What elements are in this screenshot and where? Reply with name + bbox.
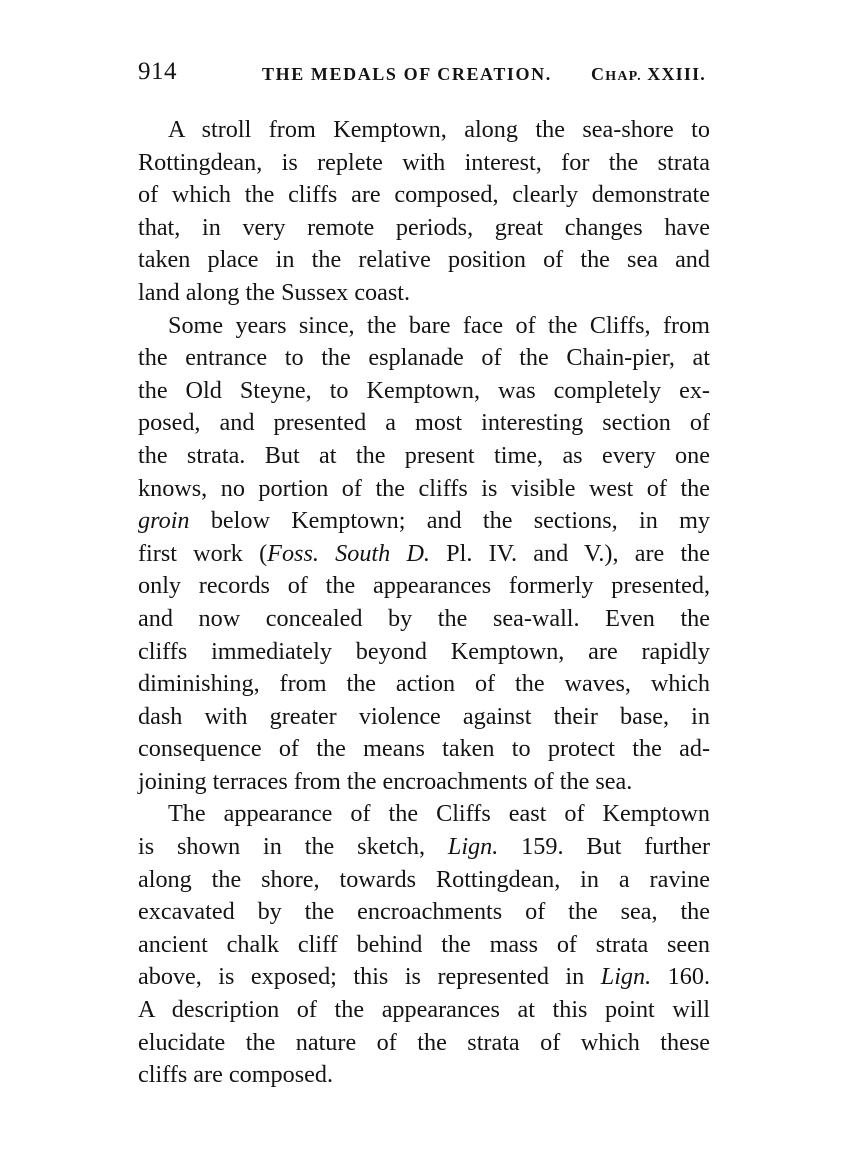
text-run: below Kemptown; and the sections, in my [189,507,710,535]
text-line: posed, and presented a most interesting section of [138,409,710,437]
text-run: Pl. IV. and V.), are the [429,539,710,567]
text-line: along the shore, towards Rottingdean, in a ravine [138,865,710,893]
text-line: The appearance of the Cliffs east of Kemptown [168,800,710,828]
text-line [138,505,710,538]
chapter-lead: C [591,64,606,84]
text-line: cliffs are composed. [138,1061,333,1089]
text-line: and now concealed by the sea-wall. Even the [138,604,710,632]
text-run: is shown in the sketch, [138,833,448,861]
text-line: that, in very remote periods, great changes have [138,213,710,241]
paragraph-3 [138,798,710,1091]
paragraph-1 [138,114,710,310]
text-line [138,538,710,571]
running-title: THE MEDALS OF CREATION. [262,64,552,84]
text-line: dash with greater violence against their base, in [138,702,710,730]
text-line: excavated by the encroachments of the sea, the [138,898,710,926]
text-line: joining terraces from the encroachments of the sea. [138,767,633,795]
italic-figure-ref: Lign. [447,833,499,861]
italic-figure-ref: Lign. [600,963,652,991]
italic-citation: Foss. South D. [267,539,430,567]
text-line: of which the cliffs are composed, clearly demonstrate [138,181,710,209]
text-line: consequence of the means taken to protect the ad- [138,735,710,763]
text-line: knows, no portion of the cliffs is visible west of the [138,474,710,502]
text-line: only records of the appearances formerly presented, [138,572,710,600]
body-text [138,114,710,1092]
text-run: 160. [651,963,710,991]
text-line: ancient chalk cliff behind the mass of strata seen [138,930,710,958]
text-line: A description of the appearances at this point will [138,996,710,1024]
paragraph-2 [138,310,710,799]
text-run: 159. But further [498,833,710,861]
text-line [138,831,710,864]
text-run: first work ( [138,539,268,567]
chapter-number: XXIII. [647,64,706,84]
chapter-label [591,64,706,85]
italic-term: groin [138,507,190,535]
text-run: above, is exposed; this is represented in [138,963,601,991]
chapter-rest: HAP. [605,69,642,84]
book-page [138,58,710,1092]
text-line: A stroll from Kemptown, along the sea-shore to [168,116,710,143]
text-line: taken place in the relative position of the sea and [138,246,710,274]
page-number: 914 [138,58,177,85]
text-line: land along the Sussex coast. [138,278,411,306]
text-line: the entrance to the esplanade of the Chain-pier, at [138,344,710,372]
running-head [138,58,710,92]
text-line: cliffs immediately beyond Kemptown, are rapidly [138,637,710,665]
text-line [138,961,710,994]
text-line: diminishing, from the action of the waves, which [138,670,710,698]
text-line: the strata. But at the present time, as every one [138,441,710,469]
text-line: elucidate the nature of the strata of which these [138,1028,710,1056]
text-line: Some years since, the bare face of the Cliffs, from [168,311,710,339]
text-line: Rottingdean, is replete with interest, for the strata [138,148,710,176]
text-line: the Old Steyne, to Kemptown, was completely ex- [138,376,710,404]
